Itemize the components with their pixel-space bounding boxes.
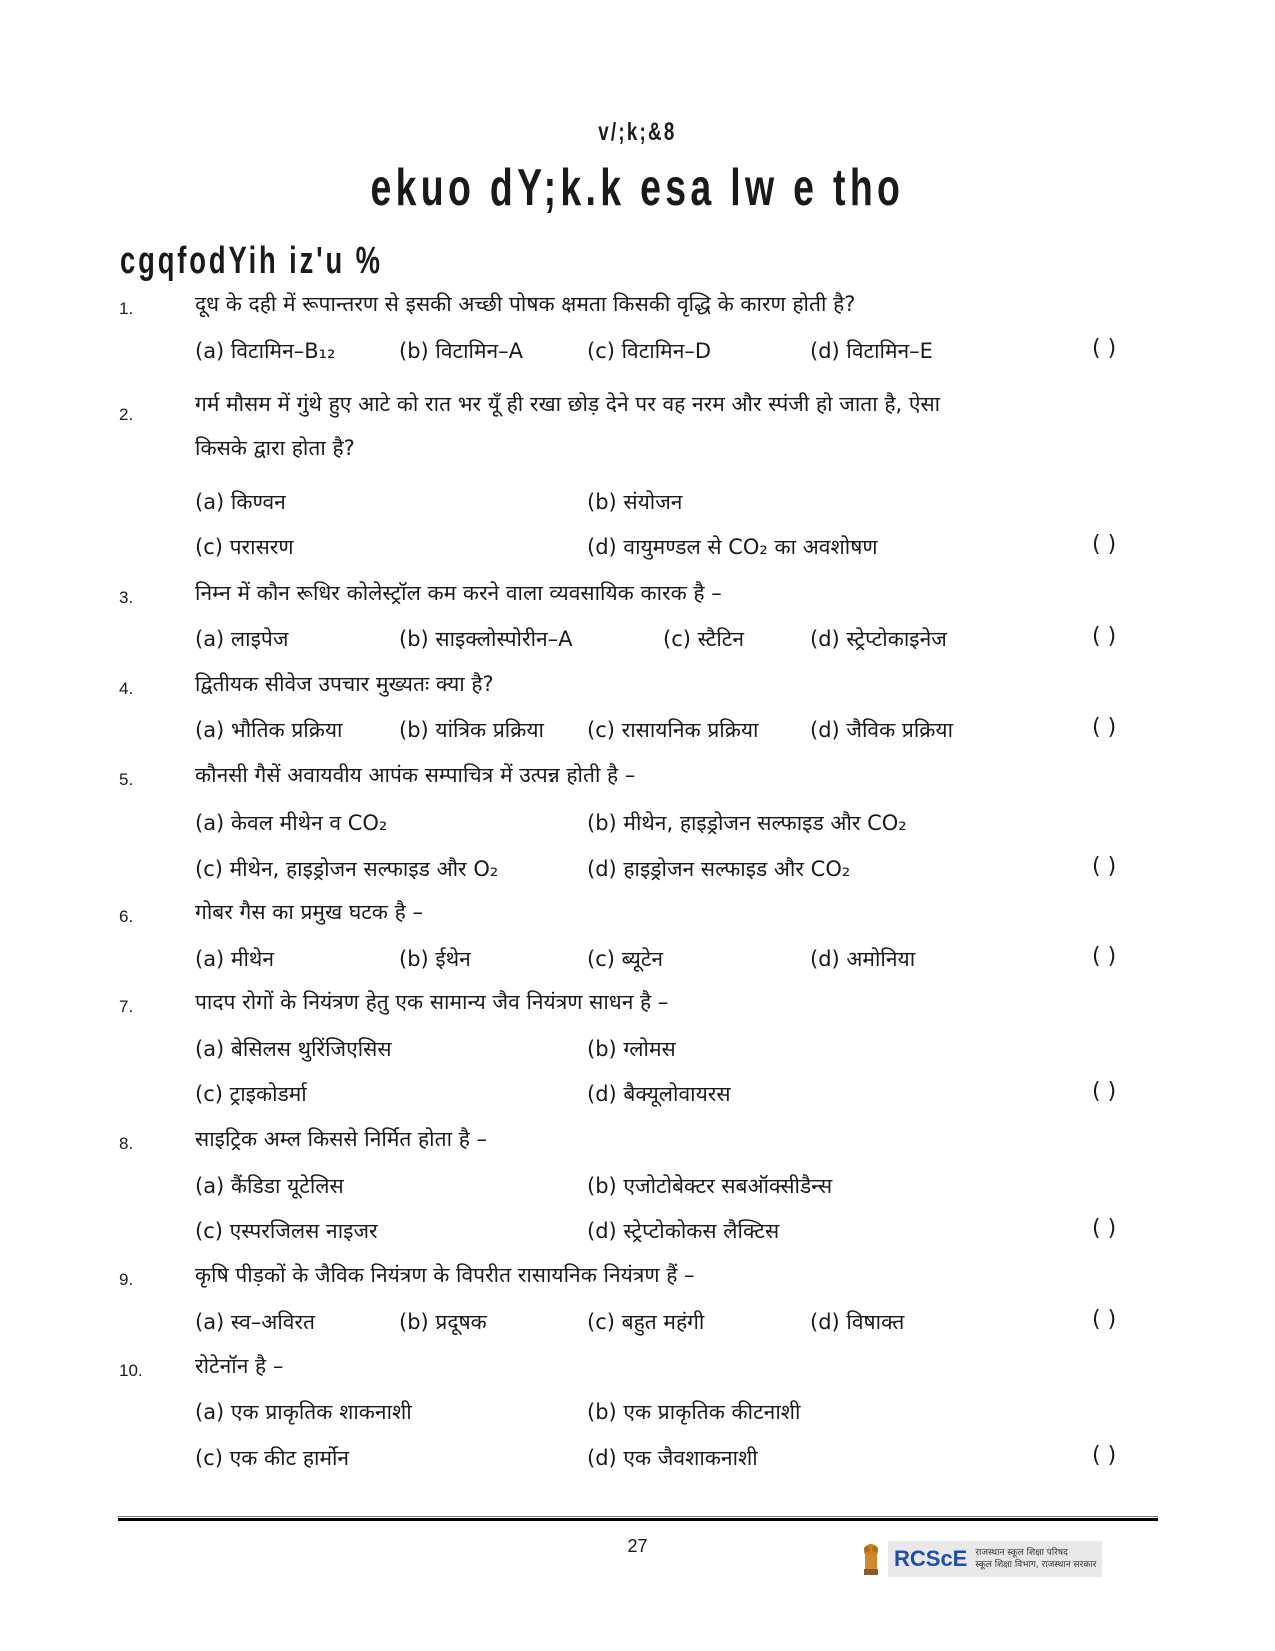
option-c: (c) स्टैटिन xyxy=(663,627,745,651)
question-number: 9. xyxy=(119,1270,134,1289)
question-number: 3. xyxy=(119,588,134,607)
logo-subtitle: राजस्थान स्कूल शिक्षा परिषद स्कूल शिक्षा विभाग, राजस्थान सरकार xyxy=(975,1548,1097,1570)
option-b: (b) प्रदूषक xyxy=(399,1310,487,1334)
option-b: (b) संयोजन xyxy=(587,490,683,514)
option-c: (c) ट्राइकोडर्मा xyxy=(195,1082,307,1106)
option-b: (b) यांत्रिक प्रक्रिया xyxy=(399,718,544,742)
question-number: 4. xyxy=(119,679,134,698)
option-c: (c) बहुत महंगी xyxy=(587,1310,705,1334)
page-number: 27 xyxy=(627,1536,648,1556)
answer-bracket: ( ) xyxy=(1092,1443,1117,1468)
option-c: (c) ब्यूटेन xyxy=(587,947,664,971)
logo-banner xyxy=(888,1541,1102,1577)
question-text: रोटेनॉन है – xyxy=(195,1354,284,1378)
option-b: (b) मीथेन, हाइड्रोजन सल्फाइड और CO₂ xyxy=(587,811,907,835)
question-number: 2. xyxy=(119,405,134,424)
logo-text: RCScE xyxy=(894,1546,968,1571)
answer-bracket: ( ) xyxy=(1092,532,1117,557)
option-d: (d) हाइड्रोजन सल्फाइड और CO₂ xyxy=(587,857,851,881)
option-b: (b) ईथेन xyxy=(399,947,471,971)
question-text: गर्म मौसम में गुंथे हुए आटे को रात भर यूँ ही रखा छोड़ देने पर वह नरम और स्पंजी हो जाता है, ऐसा किसके द्वारा होता है? xyxy=(195,392,941,460)
option-b: (b) ग्लोमस xyxy=(587,1037,676,1061)
question-text: कौनसी गैसें अवायवीय आपंक सम्पाचित्र में उत्पन्न होती है – xyxy=(195,763,636,787)
option-d: (d) जैविक प्रक्रिया xyxy=(810,718,954,742)
national-emblem-icon xyxy=(858,1539,884,1579)
option-a: (a) विटामिन–B₁₂ xyxy=(195,339,336,363)
option-a: (a) स्व–अविरत xyxy=(195,1310,315,1334)
option-a: (a) केवल मीथेन व CO₂ xyxy=(195,811,388,835)
option-b: (b) एजोटोबेक्टर सबऑक्सीडैन्स xyxy=(587,1174,833,1198)
option-c: (c) रासायनिक प्रक्रिया xyxy=(587,718,759,742)
question-text: पादप रोगों के नियंत्रण हेतु एक सामान्य जैव नियंत्रण साधन है – xyxy=(195,990,669,1014)
option-b: (b) साइक्लोस्पोरीन–A xyxy=(399,627,573,651)
option-c: (c) एस्परजिलस नाइजर xyxy=(195,1219,378,1243)
question-text: दूध के दही में रूपान्तरण से इसकी अच्छी पोषक क्षमता किसकी वृद्धि के कारण होती है? xyxy=(195,292,856,316)
option-d: (d) वायुमण्डल से CO₂ का अवशोषण xyxy=(587,535,878,559)
answer-bracket: ( ) xyxy=(1092,1307,1117,1332)
option-a: (a) भौतिक प्रक्रिया xyxy=(195,718,343,742)
option-d: (d) स्ट्रेप्टोकाइनेज xyxy=(810,627,947,651)
answer-bracket: ( ) xyxy=(1092,624,1117,649)
answer-bracket: ( ) xyxy=(1092,715,1117,740)
option-c: (c) परासरण xyxy=(195,535,294,559)
option-d: (d) विटामिन–E xyxy=(810,339,933,363)
question-number: 7. xyxy=(119,997,134,1016)
question-text: निम्न में कौन रूधिर कोलेस्ट्रॉल कम करने वाला व्यवसायिक कारक है – xyxy=(195,581,722,605)
question-number: 8. xyxy=(119,1134,134,1153)
answer-bracket: ( ) xyxy=(1092,944,1117,969)
option-d: (d) बैक्यूलोवायरस xyxy=(587,1082,731,1106)
option-c: (c) मीथेन, हाइड्रोजन सल्फाइड और O₂ xyxy=(195,857,499,881)
question-text: गोबर गैस का प्रमुख घटक है – xyxy=(195,900,423,924)
answer-bracket: ( ) xyxy=(1092,336,1117,361)
option-a: (a) कैंडिडा यूटेलिस xyxy=(195,1174,344,1198)
option-a: (a) एक प्राकृतिक शाकनाशी xyxy=(195,1400,412,1424)
option-a: (a) मीथेन xyxy=(195,947,275,971)
option-d: (d) एक जैवशाकनाशी xyxy=(587,1446,758,1470)
option-d: (d) अमोनिया xyxy=(810,947,916,971)
question-text: कृषि पीड़कों के जैविक नियंत्रण के विपरीत रासायनिक नियंत्रण हैं – xyxy=(195,1263,695,1287)
option-c: (c) विटामिन–D xyxy=(587,339,712,363)
option-a: (a) बेसिलस थुरिंजिएसिस xyxy=(195,1037,392,1061)
option-b: (b) विटामिन–A xyxy=(399,339,524,363)
question-number: 1. xyxy=(119,299,134,318)
option-d: (d) स्ट्रेप्टोकोकस लैक्टिस xyxy=(587,1219,780,1243)
answer-bracket: ( ) xyxy=(1092,854,1117,879)
chapter-label: v/;k;&8 xyxy=(598,118,677,146)
section-heading: cgqfodYih iz'u % xyxy=(120,240,383,282)
option-c: (c) एक कीट हार्मोन xyxy=(195,1446,350,1470)
question-text: द्वितीयक सीवेज उपचार मुख्यतः क्या है? xyxy=(195,672,494,696)
question-number: 6. xyxy=(119,907,134,926)
answer-bracket: ( ) xyxy=(1092,1079,1117,1104)
question-number: 5. xyxy=(119,770,134,789)
question-text: साइट्रिक अम्ल किससे निर्मित होता है – xyxy=(195,1127,488,1151)
option-a: (a) किण्वन xyxy=(195,490,286,514)
question-number: 10. xyxy=(119,1361,143,1380)
answer-bracket: ( ) xyxy=(1092,1216,1117,1241)
option-b: (b) एक प्राकृतिक कीटनाशी xyxy=(587,1400,801,1424)
chapter-title: ekuo dY;k.k esa lw e tho xyxy=(370,159,905,217)
footer-rule xyxy=(118,1516,1158,1521)
option-d: (d) विषाक्त xyxy=(810,1310,905,1334)
option-a: (a) लाइपेज xyxy=(195,627,289,651)
rcsce-logo xyxy=(858,1536,1138,1582)
